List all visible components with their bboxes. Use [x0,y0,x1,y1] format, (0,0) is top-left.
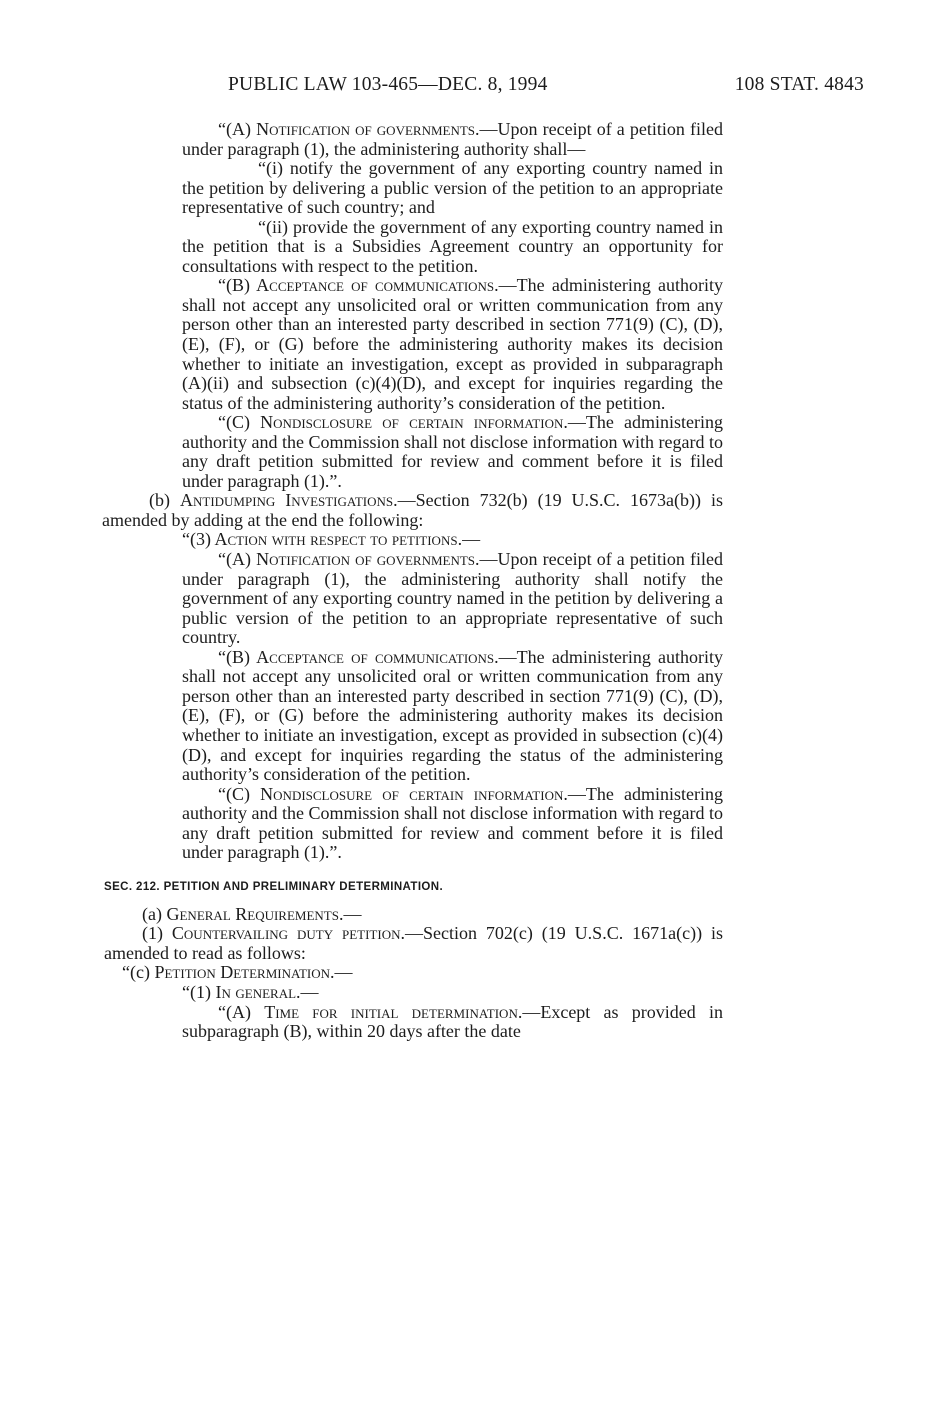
clause-ii [182,218,723,277]
heading-action-with-respect-to-petitions: “(3) Action with respect to petitions. [182,529,463,550]
paragraph-text: —Upon receipt of a petition filed under paragraph (1), the administering authority shall notify the government of any exporting country named in the petition by delivering a public version of the petition to an appropriate representative of such country. [182,549,723,648]
paragraph-b2-acceptance [182,648,723,785]
paragraph-text: —The administering authority and the Commission shall not disclose information with regard to any draft petition submitted for review and comment before it is filed under paragraph (1).”. [182,412,724,491]
subsection-label: (a) [142,903,167,924]
paragraph-b-acceptance [182,276,723,413]
heading-time-for-initial-determination: Time for initial determination. [264,1001,523,1022]
heading-nondisclosure: “(C) Nondisclosure of certain information. [218,783,568,804]
paragraph-c2-nondisclosure [182,785,723,863]
heading-general-requirements: General Requirements. [166,903,344,924]
heading-notification-of-governments: “(A) Notification of governments. [218,549,480,570]
paragraph-1-countervailing [104,924,723,963]
section-212-heading: SEC. 212. PETITION AND PRELIMINARY DETERMINATION. [104,880,444,893]
paragraph-a2-notification [182,550,723,648]
paragraph-a-notification [182,120,723,159]
subsection-label: (b) [149,490,180,511]
public-law-citation: PUBLIC LAW 103-465—DEC. 8, 1994 [228,74,548,95]
clause-ii-text: “(ii) provide the government of any exporting country named in the petition that is a Subsidies Agreement country an opportunity for consultations with respect to the petition. [182,216,723,276]
em-dash: — [334,962,353,983]
paragraph-label: “(1) [182,981,216,1002]
subsection-c-petition-determination [104,963,723,983]
heading-petition-determination: Petition Determination. [154,962,335,983]
clause-i-text: “(i) notify the government of any exporting country named in the petition by delivering a public version of the petition to an appropriate representative of such country; and [182,158,723,218]
paragraph-c-nondisclosure [182,413,723,491]
subsection-label: “(c) [122,962,155,983]
paragraph-text: —The administering authority and the Commission shall not disclose information with regard to any draft petition submitted for review and comment before it is filed under paragraph (1).”. [182,783,724,863]
paragraph-text: —The administering authority shall not accept any unsolicited oral or written communication from any person other than an interested party described in section 771(9) (C), (D), (E), (F), or (G) before the administering authority makes its decision whether to initiate an investigation, except as provided in subsection (c)(4)(D), and except for inquiries regarding the status of the administering authority’s consideration of the petition. [182,646,724,785]
page-header [228,74,864,102]
paragraph-text: —The administering authority shall not accept any unsolicited oral or written communication from any person other than an interested party described in section 771(9) (C), (D), (E), (F), or (G) before the administering authority makes its decision whether to initiate an investigation, except as provided in subparagraph (A)(ii) and subsection (c)(4)(D), and except for inquiries regarding the status of the administering authority’s consideration of the petition. [182,275,724,413]
heading-in-general: In general. [215,981,301,1002]
paragraph-a-time-initial [182,1003,723,1042]
paragraph-label: “(A) [218,1001,265,1022]
em-dash: — [462,529,481,550]
clause-i [182,159,723,218]
heading-nondisclosure: “(C) Nondisclosure of certain information. [218,412,568,433]
subsection-b-antidumping [102,491,723,530]
paragraph-text: —Section 702(c) (19 U.S.C. 1671a(c)) is amended to read as follows: [104,923,723,963]
heading-acceptance-of-communications: “(B) Acceptance of communications. [218,275,499,296]
statute-body [102,119,724,1042]
subsection-text: —Section 732(b) (19 U.S.C. 1673a(b)) is amended by adding at the end the following: [102,490,724,530]
paragraph-text: —Upon receipt of a petition filed under paragraph (1), the administering authority shall— [182,119,723,159]
paragraph-1-in-general [182,983,723,1003]
heading-antidumping-investigations: Antidumping Investigations. [179,490,398,511]
em-dash: — [300,981,319,1002]
em-dash: — [343,903,362,924]
subsection-a-general [104,905,723,925]
heading-notification-of-governments: “(A) Notification of governments. [218,119,480,139]
heading-countervailing-duty-petition: Countervailing duty petition. [171,923,405,944]
paragraph-3-action [182,530,723,550]
paragraph-text: —Except as provided in subparagraph (B), within 20 days after the date [182,1001,723,1042]
statute-page-number: 108 STAT. 4843 [734,74,864,95]
heading-acceptance-of-communications: “(B) Acceptance of communications. [218,646,499,667]
paragraph-label: (1) [142,923,172,944]
